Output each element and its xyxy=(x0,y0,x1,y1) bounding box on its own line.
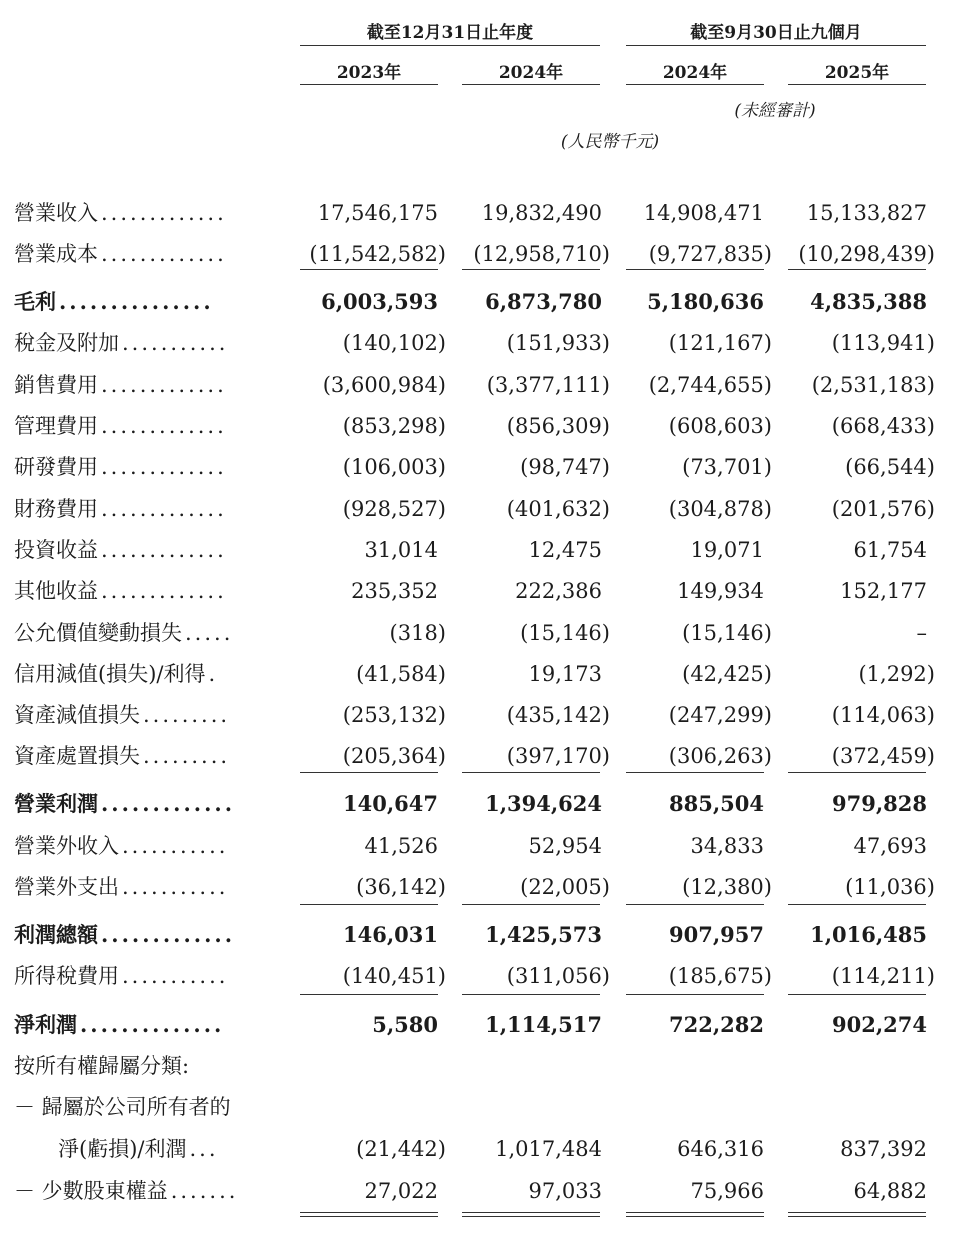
row-label xyxy=(58,1136,219,1162)
cell-2024-fy: (12,958,710) xyxy=(473,242,610,266)
header-rule-2023 xyxy=(300,84,438,85)
row-label xyxy=(14,496,227,522)
row-label xyxy=(14,661,218,687)
row-label xyxy=(14,372,227,398)
single-rule xyxy=(300,269,438,270)
cell-2025-9m: (11,036) xyxy=(845,875,935,899)
row-label-text: 稅金及附加 xyxy=(14,331,119,355)
header-rule-2024-fy xyxy=(462,84,600,85)
row-leader-dots: ............. xyxy=(101,497,227,521)
cell-2023: (106,003) xyxy=(342,455,446,479)
cell-2023: (11,542,582) xyxy=(309,242,446,266)
single-rule xyxy=(462,904,600,905)
row-label-text: 資產處置損失 xyxy=(14,744,140,768)
row-leader-dots: ............. xyxy=(101,201,227,225)
row-label-text: 營業成本 xyxy=(14,242,98,266)
cell-2023: 27,022 xyxy=(364,1179,438,1203)
row-label-text: 銷售費用 xyxy=(14,373,98,397)
table-row xyxy=(0,612,960,653)
cell-2025-9m: – xyxy=(916,621,927,645)
cell-2023: (140,451) xyxy=(342,964,446,988)
cell-2024-9m: (9,727,835) xyxy=(648,242,772,266)
row-leader-dots: ... xyxy=(189,1137,219,1161)
row-label-text: － 少數股東權益 xyxy=(14,1179,168,1203)
cell-2024-9m: (2,744,655) xyxy=(648,373,772,397)
row-label-text: 信用減值(損失)/利得 xyxy=(14,662,206,686)
row-leader-dots: ....... xyxy=(170,1179,239,1203)
table-row xyxy=(0,281,960,322)
row-label-text: 投資收益 xyxy=(14,538,98,562)
cell-2024-9m: (185,675) xyxy=(668,964,772,988)
table-row xyxy=(0,1170,960,1211)
row-leader-dots: ........... xyxy=(122,875,229,899)
cell-2025-9m: 1,016,485 xyxy=(810,922,927,947)
row-label-text: 淨(虧損)/利潤 xyxy=(58,1137,187,1161)
row-label xyxy=(14,743,230,769)
single-rule xyxy=(626,994,764,995)
double-rule xyxy=(300,1212,438,1217)
cell-2023: (36,142) xyxy=(356,875,446,899)
single-rule xyxy=(788,772,926,773)
header-group-nine-months: 截至9月30日止九個月 xyxy=(690,23,862,43)
row-leader-dots: ........... xyxy=(122,964,229,988)
cell-2023: 6,003,593 xyxy=(321,289,438,314)
cell-2024-fy: 1,425,573 xyxy=(485,922,602,947)
row-label-text: 財務費用 xyxy=(14,497,98,521)
cell-2024-fy: 1,394,624 xyxy=(485,791,602,816)
cell-2023: 41,526 xyxy=(364,834,438,858)
cell-2024-9m: 149,934 xyxy=(677,579,764,603)
row-label xyxy=(14,1053,192,1079)
row-leader-dots: ............. xyxy=(101,414,227,438)
single-rule xyxy=(300,994,438,995)
cell-2025-9m: 837,392 xyxy=(840,1137,927,1161)
table-row xyxy=(0,233,960,274)
row-leader-dots: ............. xyxy=(101,922,236,947)
row-label-text: 營業外收入 xyxy=(14,834,119,858)
table-row xyxy=(0,914,960,955)
header-rule-fiscal xyxy=(300,45,600,46)
row-leader-dots: ......... xyxy=(143,703,231,727)
header-year-2024-fy: 2024年 xyxy=(498,63,564,83)
row-label-text: 資產減值損失 xyxy=(14,703,140,727)
row-leader-dots: ........... xyxy=(122,834,229,858)
table-row xyxy=(0,570,960,611)
row-leader-dots: .............. xyxy=(80,1012,225,1037)
row-leader-dots: ............... xyxy=(59,289,214,314)
cell-2024-9m: 19,071 xyxy=(690,538,764,562)
table-row xyxy=(0,653,960,694)
double-rule xyxy=(626,1212,764,1217)
row-label xyxy=(14,330,228,356)
cell-2023: (140,102) xyxy=(342,331,446,355)
row-label xyxy=(14,241,227,267)
cell-2024-fy: (311,056) xyxy=(506,964,610,988)
single-rule xyxy=(300,904,438,905)
row-leader-dots: ............. xyxy=(101,538,227,562)
table-row xyxy=(0,1004,960,1045)
row-label-text: 按所有權歸屬分類: xyxy=(14,1054,190,1078)
cell-2025-9m: (372,459) xyxy=(831,744,935,768)
double-rule xyxy=(788,1212,926,1217)
cell-2024-fy: 97,033 xyxy=(528,1179,602,1203)
cell-2023: (253,132) xyxy=(342,703,446,727)
table-row xyxy=(0,192,960,233)
single-rule xyxy=(626,269,764,270)
cell-2025-9m: (113,941) xyxy=(831,331,935,355)
cell-2024-fy: (15,146) xyxy=(520,621,610,645)
cell-2024-9m: 885,504 xyxy=(669,791,764,816)
cell-2024-9m: 75,966 xyxy=(690,1179,764,1203)
single-rule xyxy=(626,772,764,773)
cell-2023: (928,527) xyxy=(342,497,446,521)
table-row xyxy=(0,446,960,487)
cell-2025-9m: (66,544) xyxy=(845,455,935,479)
row-leader-dots: ............. xyxy=(101,791,236,816)
cell-2024-9m: 722,282 xyxy=(669,1012,764,1037)
single-rule xyxy=(462,994,600,995)
cell-2023: (41,584) xyxy=(356,662,446,686)
row-label xyxy=(14,791,235,817)
row-label xyxy=(14,1012,224,1038)
cell-2024-9m: (12,380) xyxy=(682,875,772,899)
cell-2024-fy: 1,114,517 xyxy=(485,1012,602,1037)
cell-2023: 146,031 xyxy=(343,922,438,947)
cell-2024-fy: (435,142) xyxy=(506,703,610,727)
table-row xyxy=(0,825,960,866)
row-label xyxy=(14,578,227,604)
single-rule xyxy=(626,904,764,905)
cell-2024-9m: 907,957 xyxy=(669,922,764,947)
table-row xyxy=(0,405,960,446)
cell-2023: 140,647 xyxy=(343,791,438,816)
single-rule xyxy=(788,904,926,905)
row-leader-dots: . xyxy=(208,662,219,686)
row-leader-dots: ............. xyxy=(101,579,227,603)
cell-2024-fy: (3,377,111) xyxy=(486,373,610,397)
cell-2025-9m: (10,298,439) xyxy=(798,242,935,266)
cell-2024-fy: 52,954 xyxy=(528,834,602,858)
header-rule-2024-9m xyxy=(626,84,764,85)
cell-2024-fy: (397,170) xyxy=(506,744,610,768)
table-row xyxy=(0,955,960,996)
single-rule xyxy=(300,772,438,773)
single-rule xyxy=(462,269,600,270)
row-label-text: － 歸屬於公司所有者的 xyxy=(14,1095,231,1119)
unaudited-note: (未經審計) xyxy=(734,101,816,121)
cell-2025-9m: 979,828 xyxy=(832,791,927,816)
cell-2023: 235,352 xyxy=(351,579,438,603)
row-label xyxy=(14,1094,234,1120)
row-leader-dots: ......... xyxy=(143,744,231,768)
cell-2024-fy: 19,832,490 xyxy=(481,201,602,225)
cell-2024-9m: (304,878) xyxy=(668,497,772,521)
cell-2024-fy: 1,017,484 xyxy=(495,1137,602,1161)
row-label xyxy=(14,289,214,315)
row-label xyxy=(14,963,228,989)
cell-2023: (21,442) xyxy=(356,1137,446,1161)
single-rule xyxy=(788,269,926,270)
cell-2025-9m: 152,177 xyxy=(840,579,927,603)
row-label-text: 研發費用 xyxy=(14,455,98,479)
row-label xyxy=(14,702,230,728)
cell-2024-9m: 34,833 xyxy=(690,834,764,858)
cell-2023: 5,580 xyxy=(372,1012,438,1037)
table-row xyxy=(0,783,960,824)
row-label-text: 營業利潤 xyxy=(14,791,98,816)
cell-2024-fy: (22,005) xyxy=(520,875,610,899)
table-row xyxy=(0,735,960,776)
header-rule-2025-9m xyxy=(788,84,926,85)
cell-2024-fy: (401,632) xyxy=(506,497,610,521)
row-label xyxy=(14,454,227,480)
cell-2025-9m: 902,274 xyxy=(832,1012,927,1037)
cell-2024-9m: (121,167) xyxy=(668,331,772,355)
row-label-text: 其他收益 xyxy=(14,579,98,603)
header-group-fiscal-year: 截至12月31日止年度 xyxy=(366,23,534,43)
row-label xyxy=(14,620,233,646)
cell-2024-9m: (306,263) xyxy=(668,744,772,768)
row-label-text: 淨利潤 xyxy=(14,1012,77,1037)
row-label xyxy=(14,1178,238,1204)
header-year-2025-9m: 2025年 xyxy=(824,63,890,83)
cell-2024-9m: 646,316 xyxy=(677,1137,764,1161)
cell-2025-9m: (201,576) xyxy=(831,497,935,521)
cell-2025-9m: (1,292) xyxy=(858,662,935,686)
row-label xyxy=(14,537,227,563)
cell-2025-9m: 64,882 xyxy=(853,1179,927,1203)
single-rule xyxy=(462,772,600,773)
cell-2024-fy: (151,933) xyxy=(506,331,610,355)
cell-2024-fy: 222,386 xyxy=(515,579,602,603)
table-row xyxy=(0,1128,960,1169)
row-label-text: 利潤總額 xyxy=(14,922,98,947)
row-label-text: 管理費用 xyxy=(14,414,98,438)
cell-2024-9m: 5,180,636 xyxy=(647,289,764,314)
header-year-2023: 2023年 xyxy=(336,63,402,83)
row-label xyxy=(14,413,227,439)
table-row xyxy=(0,1086,960,1127)
table-row xyxy=(0,364,960,405)
row-label xyxy=(14,833,228,859)
row-label-text: 所得稅費用 xyxy=(14,964,119,988)
cell-2025-9m: 61,754 xyxy=(853,538,927,562)
table-row xyxy=(0,694,960,735)
cell-2023: (318) xyxy=(389,621,446,645)
row-label xyxy=(14,200,227,226)
row-leader-dots: ............. xyxy=(101,373,227,397)
cell-2024-9m: (15,146) xyxy=(682,621,772,645)
cell-2024-fy: 12,475 xyxy=(528,538,602,562)
row-label-text: 營業收入 xyxy=(14,201,98,225)
cell-2025-9m: (114,211) xyxy=(831,964,935,988)
header-rule-nine-months xyxy=(626,45,926,46)
cell-2024-9m: (42,425) xyxy=(682,662,772,686)
cell-2023: (853,298) xyxy=(342,414,446,438)
cell-2023: (205,364) xyxy=(342,744,446,768)
row-label xyxy=(14,874,228,900)
row-leader-dots: ............. xyxy=(101,455,227,479)
row-label-text: 公允價值變動損失 xyxy=(14,621,182,645)
cell-2024-9m: (73,701) xyxy=(682,455,772,479)
row-label xyxy=(14,922,235,948)
row-label-text: 毛利 xyxy=(14,289,56,314)
cell-2023: 17,546,175 xyxy=(317,201,438,225)
single-rule xyxy=(788,994,926,995)
row-label-text: 營業外支出 xyxy=(14,875,119,899)
cell-2023: 31,014 xyxy=(364,538,438,562)
double-rule xyxy=(462,1212,600,1217)
cell-2024-9m: (608,603) xyxy=(668,414,772,438)
cell-2024-fy: 19,173 xyxy=(528,662,602,686)
cell-2025-9m: 47,693 xyxy=(853,834,927,858)
cell-2025-9m: 4,835,388 xyxy=(810,289,927,314)
cell-2024-fy: (856,309) xyxy=(506,414,610,438)
cell-2024-9m: (247,299) xyxy=(668,703,772,727)
table-row xyxy=(0,866,960,907)
cell-2024-fy: (98,747) xyxy=(520,455,610,479)
header-year-2024-9m: 2024年 xyxy=(662,63,728,83)
cell-2024-fy: 6,873,780 xyxy=(485,289,602,314)
table-row xyxy=(0,1045,960,1086)
cell-2025-9m: (2,531,183) xyxy=(811,373,935,397)
row-leader-dots: ............. xyxy=(101,242,227,266)
cell-2023: (3,600,984) xyxy=(322,373,446,397)
cell-2025-9m: 15,133,827 xyxy=(806,201,927,225)
currency-unit-note: (人民幣千元) xyxy=(560,132,660,152)
table-row xyxy=(0,488,960,529)
cell-2025-9m: (114,063) xyxy=(831,703,935,727)
cell-2024-9m: 14,908,471 xyxy=(643,201,764,225)
row-leader-dots: ..... xyxy=(185,621,234,645)
table-row xyxy=(0,529,960,570)
cell-2025-9m: (668,433) xyxy=(831,414,935,438)
row-leader-dots: ........... xyxy=(122,331,229,355)
table-row xyxy=(0,322,960,363)
